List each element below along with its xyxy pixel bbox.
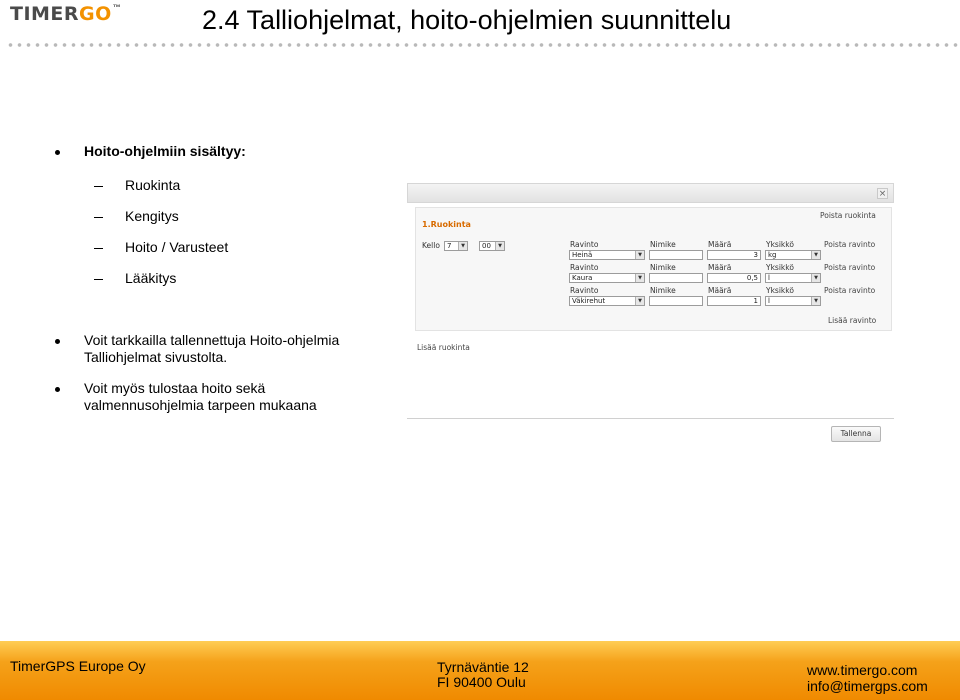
chevron-down-icon: ▼ bbox=[635, 297, 644, 305]
dash-icon bbox=[94, 248, 103, 249]
unit-select[interactable]: l ▼ bbox=[765, 296, 821, 306]
bullet-dot-icon bbox=[55, 339, 60, 344]
column-amount: Määrä bbox=[708, 286, 732, 295]
column-amount: Määrä bbox=[708, 240, 732, 249]
logo-timer-text: TIMER bbox=[10, 3, 80, 25]
name-input[interactable] bbox=[649, 296, 703, 306]
dash-icon bbox=[94, 279, 103, 280]
remove-food-link[interactable]: Poista ravinto bbox=[824, 286, 876, 295]
save-button[interactable]: Tallenna bbox=[831, 426, 881, 442]
bullet-dot-icon bbox=[55, 387, 60, 392]
sub-item-feeding: Ruokinta bbox=[125, 177, 181, 193]
footer-street: Tyrnäväntie 12 bbox=[437, 659, 529, 675]
logo-trademark: ™ bbox=[112, 3, 121, 12]
feeding-form-screenshot bbox=[407, 183, 894, 445]
time-label: Kello bbox=[422, 241, 440, 250]
unit-select[interactable]: kg ▼ bbox=[765, 250, 821, 260]
column-food: Ravinto bbox=[570, 286, 599, 295]
minute-select[interactable]: 00 ▼ bbox=[479, 241, 505, 251]
remove-food-link[interactable]: Poista ravinto bbox=[824, 263, 876, 272]
footer-company: TimerGPS Europe Oy bbox=[10, 658, 146, 674]
footer-postal: FI 90400 Oulu bbox=[437, 674, 526, 690]
column-unit: Yksikkö bbox=[766, 240, 794, 249]
logo-go-text: GO bbox=[79, 3, 112, 25]
chevron-down-icon: ▼ bbox=[635, 274, 644, 282]
dash-icon bbox=[94, 217, 103, 218]
chevron-down-icon: ▼ bbox=[811, 297, 820, 305]
column-unit: Yksikkö bbox=[766, 286, 794, 295]
food-select[interactable]: Heinä ▼ bbox=[569, 250, 645, 260]
add-feeding-link[interactable]: Lisää ruokinta bbox=[417, 343, 470, 352]
unit-select[interactable]: l ▼ bbox=[765, 273, 821, 283]
dotted-divider bbox=[6, 42, 958, 48]
feeding-panel bbox=[415, 207, 892, 331]
bullet-view-programs: Voit tarkkailla tallennettuja Hoito-ohjelmia Talliohjelmat sivustolta. bbox=[84, 332, 340, 365]
amount-input[interactable]: 0,5 bbox=[707, 273, 761, 283]
dialog-title-bar bbox=[407, 183, 894, 203]
amount-input[interactable]: 3 bbox=[707, 250, 761, 260]
bullet-dot-icon bbox=[55, 150, 60, 155]
add-food-link[interactable]: Lisää ravinto bbox=[828, 316, 877, 325]
amount-input[interactable]: 1 bbox=[707, 296, 761, 306]
column-name: Nimike bbox=[650, 263, 676, 272]
sub-item-shoeing: Kengitys bbox=[125, 208, 179, 224]
timergo-logo bbox=[10, 3, 121, 25]
feeding-section-title: 1.Ruokinta bbox=[422, 220, 471, 229]
footer-email-link[interactable]: info@timergps.com bbox=[807, 678, 928, 694]
food-select[interactable]: Kaura ▼ bbox=[569, 273, 645, 283]
column-name: Nimike bbox=[650, 286, 676, 295]
dash-icon bbox=[94, 186, 103, 187]
chevron-down-icon: ▼ bbox=[495, 242, 504, 250]
remove-food-link[interactable]: Poista ravinto bbox=[824, 240, 876, 249]
bullet-intro: Hoito-ohjelmiin sisältyy: bbox=[84, 143, 246, 159]
hour-select[interactable]: 7 ▼ bbox=[444, 241, 468, 251]
footer-bar bbox=[0, 641, 960, 700]
column-amount: Määrä bbox=[708, 263, 732, 272]
slide-title: 2.4 Talliohjelmat, hoito-ohjelmien suunnittelu bbox=[202, 5, 732, 35]
column-food: Ravinto bbox=[570, 240, 599, 249]
footer-website-link[interactable]: www.timergo.com bbox=[807, 662, 918, 678]
chevron-down-icon: ▼ bbox=[811, 274, 820, 282]
column-name: Nimike bbox=[650, 240, 676, 249]
bullet-print-programs: Voit myös tulostaa hoito sekä valmennusohjelmia tarpeen mukaana bbox=[84, 380, 317, 413]
food-select[interactable]: Väkirehut ▼ bbox=[569, 296, 645, 306]
sub-item-medication: Lääkitys bbox=[125, 270, 177, 286]
name-input[interactable] bbox=[649, 273, 703, 283]
column-food: Ravinto bbox=[570, 263, 599, 272]
chevron-down-icon: ▼ bbox=[811, 251, 820, 259]
column-unit: Yksikkö bbox=[766, 263, 794, 272]
sub-item-care-equipment: Hoito / Varusteet bbox=[125, 239, 229, 255]
form-divider bbox=[407, 418, 894, 419]
remove-feeding-link[interactable]: Poista ruokinta bbox=[820, 211, 876, 220]
chevron-down-icon: ▼ bbox=[458, 242, 467, 250]
chevron-down-icon: ▼ bbox=[635, 251, 644, 259]
close-icon[interactable]: × bbox=[878, 189, 887, 199]
name-input[interactable] bbox=[649, 250, 703, 260]
